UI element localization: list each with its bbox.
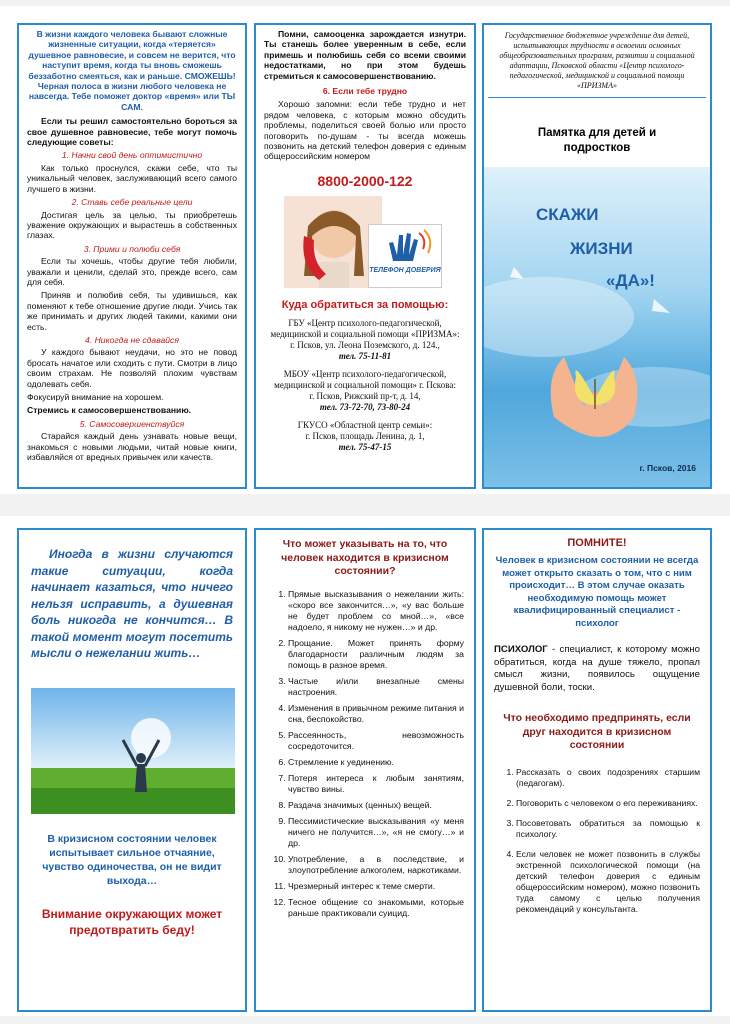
- hand-logo-icon: [369, 225, 441, 265]
- org-name: ГБУ «Центр психолого-педагогической, медицинской и социальной помощи «ПРИЗМА»:: [270, 317, 460, 339]
- tips-list: [27, 150, 237, 462]
- self-esteem-text: Помни, самооценка зарождается изнутри. Ты станешь более уверенным в себе, если примешь и полюбишь себя со всеми своими недостатками, но при этом будешь стремиться к самосовершенствованию.: [264, 29, 466, 81]
- org-phone: тел. 75-47-15: [338, 441, 392, 452]
- sign-item: 8. Раздача значимых (ценных) вещей.: [288, 800, 464, 811]
- tip-3: [27, 244, 237, 332]
- panel-helpline: [254, 23, 476, 489]
- tip-title: 3. Прими и полюби себя: [83, 243, 181, 254]
- tip-text: Приняв и полюбив себя, ты удивишься, как поменяют к тебе отношение другие люди. Учись так же принимать и других людей такими, какими они есть.: [27, 290, 237, 332]
- sign-item: 12. Тесное общение со знакомыми, которые раньше практиковали суицид.: [288, 897, 464, 919]
- tip-title: 2. Ставь себе реальные цели: [71, 197, 193, 208]
- org-address: г. Псков, ул. Леона Поземского, д. 124.,: [290, 339, 440, 350]
- psychologist-term: ПСИХОЛОГ: [494, 644, 548, 655]
- city-year: г. Псков, 2016: [639, 463, 696, 473]
- crisis-quote: Иногда в жизни случаются такие ситуации, когда начинает казаться, что ничего нельзя исправить, а душевная боль никогда не кончится… В такой момент могут посетить мысли о нежелании жить…: [31, 547, 233, 660]
- step-item: 4. Если человек не может позвонить в службы экстренной психологической помощи (на детский телефон доверия с единым общероссийским номером), можно позвонить туда самому с целью получения рекомендаций у консультанта.: [516, 849, 700, 915]
- tip-4: [27, 335, 237, 416]
- org-item: [264, 318, 466, 362]
- sign-item: 11. Чрезмерный интерес к теме смерти.: [288, 881, 464, 892]
- remember-heading: ПОМНИТЕ!: [567, 537, 627, 549]
- slogan-line-2: ЖИЗНИ: [570, 239, 633, 258]
- tip-text: Стремись к самосовершенствованию.: [27, 405, 192, 416]
- org-name: ГКУСО «Областной центр семьи»:: [297, 419, 433, 430]
- signs-list: [266, 589, 464, 919]
- cover-image: [484, 167, 710, 487]
- panel-intro-inside: [17, 528, 247, 1012]
- org-name: МБОУ «Центр психолого-педагогической, медицинской и социальной помощи» г. Пскова:: [274, 368, 456, 390]
- tip-6-title: 6. Если тебе трудно: [322, 86, 408, 97]
- tip-text: Достигая цель за целью, ты приобретешь уважение окружающих и вырастешь в собственных глазах.: [27, 209, 237, 241]
- organizations: [264, 318, 466, 453]
- sign-item: 1. Прямые высказывания о нежелании жить: «скоро все закончится…», «у вас больше не будет проблем со мной…», «все надоело, я никому не нужен…» и др.: [288, 589, 464, 633]
- slogan-line-3: «ДА»!: [606, 271, 655, 290]
- org-phone: тел. 75-11-81: [338, 350, 392, 361]
- sign-item: 7. Потеря интереса к любым занятиям, чувство вины.: [288, 773, 464, 795]
- step-item: 1. Рассказать о своих подозрениях старшим (педагогам).: [516, 767, 700, 789]
- signs-title: Что может указывать на то, что человек находится в кризисном состоянии?: [281, 538, 449, 577]
- crisis-description: В кризисном состоянии человек испытывает сильное отчаяние, чувство одиночества, он не видит выхода…: [42, 832, 222, 887]
- man-in-field-photo: [31, 688, 235, 814]
- tip-title: 5. Самосовершенствуйся: [79, 418, 185, 429]
- step-item: 3. Посоветовать обратиться за помощью к психологу.: [516, 818, 700, 840]
- remember-text: Человек в кризисном состоянии не всегда может открыто сказать о том, что с ним происходит… В этом случае оказать необходимую помощь может квалифицированный специалист - психолог: [495, 555, 699, 629]
- helpline-visual: [264, 196, 466, 294]
- helpline-phone: 8800-2000-122: [317, 172, 413, 189]
- step-item: 2. Поговорить с человеком о его переживаниях.: [516, 798, 700, 809]
- tip-2: [27, 197, 237, 241]
- org-item: [264, 420, 466, 453]
- tip-text: У каждого бывают неудачи, но это не повод бросать начатое или сходить с пути. Смотри в лицо своим страхам. Не позволяй плохим чувствам одолевать себя.: [27, 347, 237, 389]
- helpline-logo-text: ТЕЛЕФОН ДОВЕРИЯ: [369, 267, 441, 275]
- steps-list: [494, 767, 700, 915]
- psychologist-definition: [494, 644, 700, 694]
- tip-1: [27, 150, 237, 194]
- where-to-go-title: Куда обратиться за помощью:: [281, 298, 449, 311]
- sign-item: 5. Рассеянность, невозможность сосредоточится.: [288, 730, 464, 752]
- panel-advice: [17, 23, 247, 489]
- panel-cover: [482, 23, 712, 489]
- sign-item: 6. Стремление к уединению.: [288, 757, 464, 768]
- sign-item: 3. Частые и/или внезапные смены настроения.: [288, 676, 464, 698]
- advice-lead: Если ты решил самостоятельно бороться за свое душевное равновесие, тебе могут помочь следующие советы:: [27, 116, 237, 148]
- helpline-logo: [368, 224, 442, 288]
- tip-title: 4. Никогда не сдавайся: [85, 334, 179, 345]
- attention-warning: Внимание окружающих может предотвратить беду!: [41, 906, 223, 937]
- panel-crisis-signs: [254, 528, 476, 1012]
- sign-item: 4. Изменения в привычном режиме питания и сна, беспокойство.: [288, 703, 464, 725]
- todo-title: Что необходимо предпринять, если друг находится в кризисном состоянии: [503, 712, 691, 751]
- tip-text: Если ты хочешь, чтобы другие тебя любили, уважали и ценили, сделай это, прежде всего, сам для себя.: [27, 256, 237, 287]
- org-address: г. Псков, Рижский пр-т, д. 14,: [309, 390, 421, 401]
- tip-text: Как только проснулся, скажи себе, что ты уникальный человек, заслуживающий всего самого лучшего в жизни.: [27, 162, 237, 194]
- intro-text: В жизни каждого человека бывают сложные жизненные ситуации, когда «теряется» душевное равновесие, и совсем не верится, что наступит время, когда ты вновь сможешь беззаботно смеяться, как и раньше. СМОЖЕШЬ! Черная полоса в жизни любого человека не навсегда. Тебе поможет доктор «время» или ТЫ САМ.: [28, 29, 236, 112]
- org-address: г. Псков, площадь Ленина, д. 1,: [305, 430, 425, 441]
- sign-item: 2. Прощание. Может принять форму благодарности различным людям за помощь в разное время.: [288, 638, 464, 671]
- tip-text: Фокусируй внимание на хорошем.: [27, 392, 164, 402]
- slogan-line-1: СКАЖИ: [536, 205, 599, 224]
- memo-title: Памятка для детей и подростков: [537, 127, 657, 154]
- org-item: [264, 369, 466, 413]
- sign-item: 9. Пессимистические высказывания «у меня ничего не получится…», «я не смогу…» и др.: [288, 816, 464, 849]
- org-phone: тел. 73-72-70, 73-80-24: [319, 401, 411, 412]
- sign-item: 10. Употребление, а в последствие, и злоупотребление алкоголем, наркотиками.: [288, 854, 464, 876]
- tip-5: [27, 419, 237, 463]
- tip-6-text: Хорошо запомни: если тебе трудно и нет рядом человека, с которым можно обсудить проблемы, поделиться своей болью или просто поговорить по-душам - ты всегда можешь позвонить на детский телефон доверия с единым общероссийским номером: [264, 99, 466, 162]
- tip-text: Старайся каждый день узнавать новые вещи, знакомься с новыми людьми, читай новые книги, избавляйся от вредных привычек или качеств.: [27, 431, 237, 463]
- panel-remember: [482, 528, 712, 1012]
- divider: [488, 97, 706, 98]
- institution-name: Государственное бюджетное учреждение для детей, испытывающих трудности в освоении основных общеобразовательных программ, развитии и социальной адаптации, Псковской области «Центр психолого-педагогической, медицинской и социальной помощи «ПРИЗМА»: [499, 31, 695, 90]
- psychologist-text: - специалист, к которому можно обратиться, когда на душе тяжело, пропал смысл жизни, появилось ощущение душевной боли, тоски.: [494, 644, 700, 693]
- tip-title: 1. Начни свой день оптимистично: [61, 150, 203, 161]
